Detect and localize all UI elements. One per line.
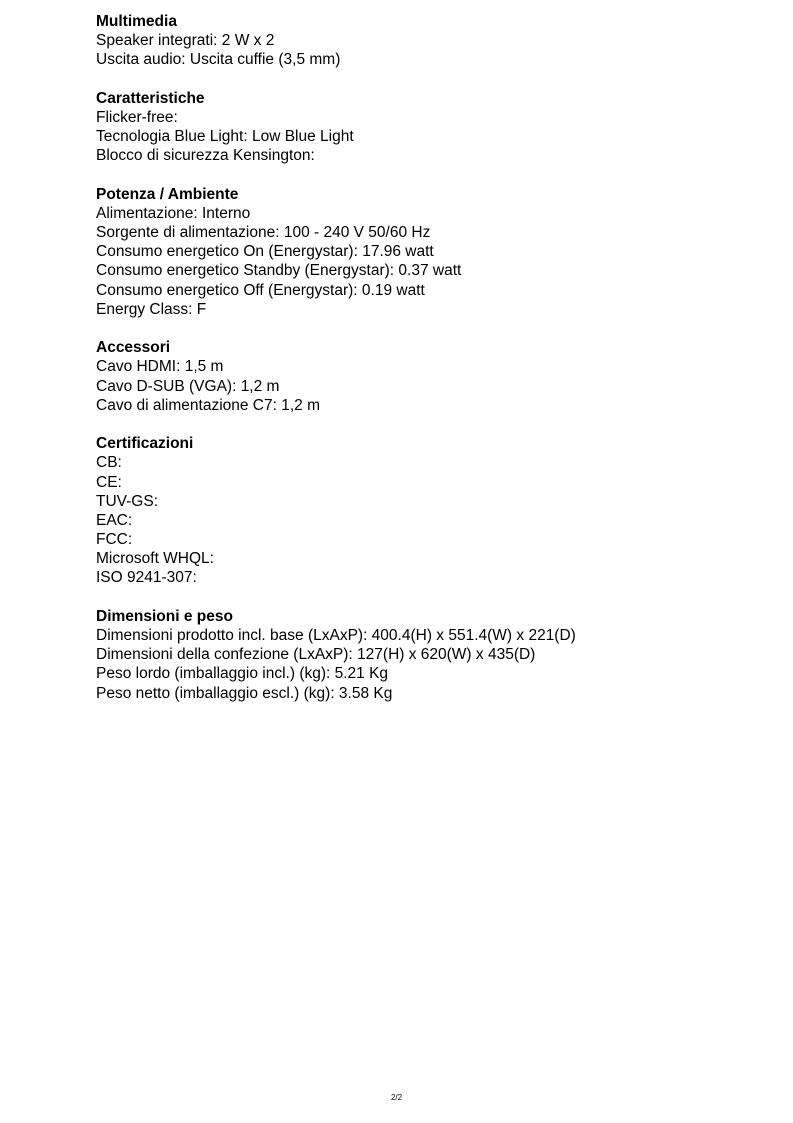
spec-line: Alimentazione: Interno (96, 204, 251, 222)
spec-line: TUV-GS: (96, 492, 159, 510)
spec-line: Cavo di alimentazione C7: 1,2 m (96, 396, 321, 414)
spec-line: EAC: (96, 511, 133, 529)
spec-line: Uscita audio: Uscita cuffie (3,5 mm) (96, 51, 341, 69)
spec-line: Consumo energetico On (Energystar): 17.96 watt (96, 243, 434, 261)
spec-line: Speaker integrati: 2 W x 2 (96, 32, 275, 50)
section-multimedia (96, 12, 756, 70)
section-certificazioni (96, 434, 756, 588)
spec-sheet (96, 12, 756, 722)
section-title: Multimedia (96, 13, 177, 30)
spec-line: Flicker-free: (96, 108, 178, 126)
spec-line: Microsoft WHQL: (96, 550, 214, 568)
spec-line: Peso netto (imballaggio escl.) (kg): 3.58 Kg (96, 684, 393, 702)
section-caratteristiche (96, 89, 756, 166)
spec-line: Energy Class: F (96, 300, 207, 318)
section-title: Caratteristiche (96, 89, 205, 107)
spec-line: Blocco di sicurezza Kensington: (96, 147, 315, 165)
spec-line: Peso lordo (imballaggio incl.) (kg): 5.21 Kg (96, 665, 389, 683)
page-number: 2/2 (390, 1093, 403, 1102)
spec-line: Consumo energetico Standby (Energystar): 0.37 watt (96, 262, 462, 280)
spec-line: ISO 9241-307: (96, 569, 197, 587)
spec-line: Dimensioni della confezione (LxAxP): 127(H) x 620(W) x 435(D) (96, 646, 536, 664)
spec-line: FCC: (96, 531, 133, 549)
section-title: Potenza / Ambiente (96, 185, 239, 203)
section-title: Accessori (96, 339, 171, 357)
spec-line: CE: (96, 473, 122, 491)
spec-line: Dimensioni prodotto incl. base (LxAxP): 400.4(H) x 551.4(W) x 221(D) (96, 627, 576, 644)
section-potenza-ambiente (96, 185, 756, 319)
section-accessori (96, 338, 756, 415)
section-title: Dimensioni e peso (96, 607, 233, 625)
spec-line: Sorgente di alimentazione: 100 - 240 V 50/60 Hz (96, 224, 431, 242)
spec-line: Tecnologia Blue Light: Low Blue Light (96, 128, 354, 146)
spec-line: CB: (96, 454, 122, 472)
section-title: Certificazioni (96, 435, 194, 453)
spec-line: Consumo energetico Off (Energystar): 0.19 watt (96, 281, 425, 299)
spec-line: Cavo D-SUB (VGA): 1,2 m (96, 377, 280, 395)
spec-line: Cavo HDMI: 1,5 m (96, 358, 224, 376)
section-dimensioni-peso (96, 607, 756, 703)
